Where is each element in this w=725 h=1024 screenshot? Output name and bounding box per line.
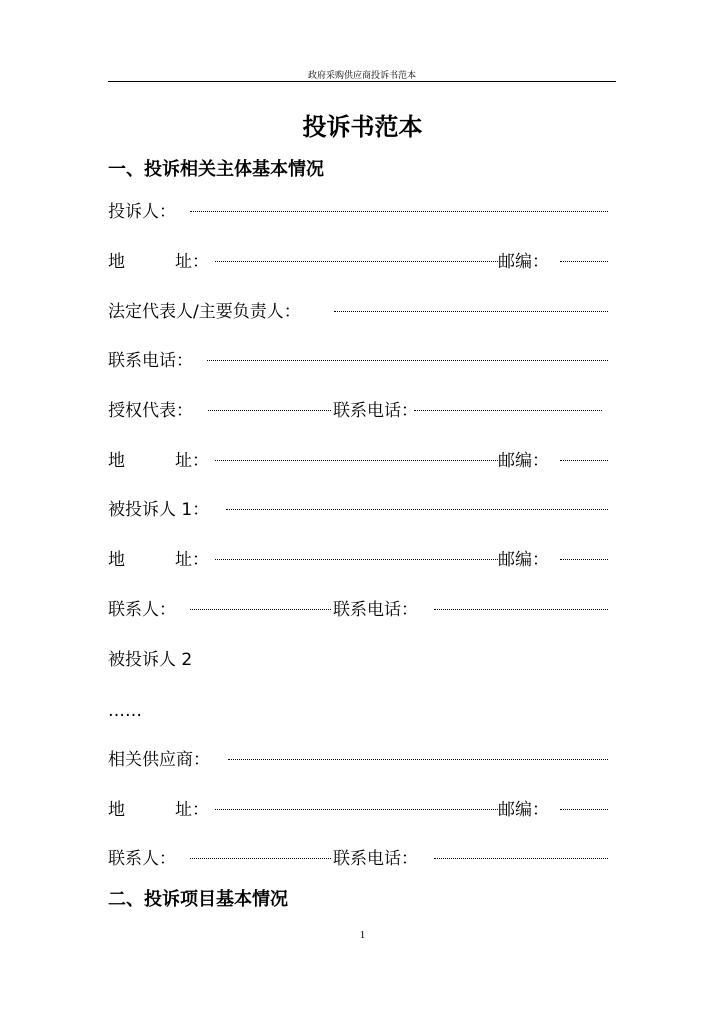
respondent1-label: 被投诉人 1：: [108, 500, 210, 520]
complainant-address-row: [108, 249, 608, 275]
address-label-part2: 址：: [175, 252, 209, 272]
complainant-postcode-field[interactable]: [560, 249, 608, 262]
complainant-address-field[interactable]: [215, 249, 498, 262]
complainant-phone-field[interactable]: [207, 348, 608, 361]
respondent1-contact-row: [108, 597, 608, 623]
page-number: 1: [359, 929, 366, 941]
related-supplier-address-row: [108, 797, 608, 823]
related-supplier-phone-field[interactable]: [434, 846, 608, 859]
contact-label: 联系人：: [108, 849, 176, 869]
related-supplier-postcode-field[interactable]: [560, 797, 608, 810]
phone-label: 联系电话：: [108, 351, 193, 371]
respondent2-label: 被投诉人 2: [108, 650, 193, 670]
address-label-part1: 地: [108, 800, 125, 820]
related-supplier-field[interactable]: [228, 747, 608, 760]
related-supplier-label: 相关供应商：: [108, 750, 210, 770]
postcode-label: 邮编：: [498, 252, 549, 272]
address-label-part1: 地: [108, 451, 125, 471]
authorized-address-field[interactable]: [215, 448, 498, 461]
postcode-label: 邮编：: [498, 800, 549, 820]
address-label-part2: 址：: [175, 451, 209, 471]
respondent1-row: [108, 497, 608, 523]
legal-rep-field[interactable]: [334, 299, 608, 312]
respondent2-row: [108, 647, 608, 673]
postcode-label: 邮编：: [498, 451, 549, 471]
complainant-phone-row: [108, 348, 608, 374]
address-label-part2: 址：: [175, 550, 209, 570]
complainant-field[interactable]: [190, 199, 608, 212]
authorized-postcode-field[interactable]: [560, 448, 608, 461]
postcode-label: 邮编：: [498, 550, 549, 570]
respondent1-address-field[interactable]: [215, 547, 498, 560]
legal-rep-label: 法定代表人/主要负责人：: [108, 302, 301, 322]
related-supplier-address-field[interactable]: [215, 797, 498, 810]
related-supplier-row: [108, 747, 608, 773]
address-label-part2: 址：: [175, 800, 209, 820]
running-header: 政府采购供应商投诉书范本: [307, 71, 416, 81]
phone-label: 联系电话：: [333, 600, 418, 620]
phone-label: 联系电话：: [333, 849, 418, 869]
authorized-rep-row: [108, 398, 608, 424]
address-label-part1: 地: [108, 550, 125, 570]
section-heading-2: 二、投诉项目基本情况: [108, 889, 288, 910]
contact-label: 联系人：: [108, 600, 176, 620]
header-rule: [108, 81, 616, 82]
respondent1-phone-field[interactable]: [434, 597, 608, 610]
authorized-rep-field[interactable]: [208, 398, 331, 411]
authorized-phone-field[interactable]: [414, 398, 602, 411]
related-supplier-contact-row: [108, 846, 608, 872]
ellipsis-row: [108, 698, 608, 724]
related-supplier-contact-field[interactable]: [190, 846, 331, 859]
legal-rep-row: [108, 299, 608, 325]
ellipsis: ……: [108, 701, 142, 721]
section-heading-1: 一、投诉相关主体基本情况: [108, 159, 324, 180]
authorized-address-row: [108, 448, 608, 474]
complainant-label: 投诉人：: [108, 202, 176, 222]
respondent1-postcode-field[interactable]: [560, 547, 608, 560]
document-title: 投诉书范本: [302, 112, 423, 141]
complainant-row: [108, 199, 608, 225]
respondent1-contact-field[interactable]: [190, 597, 331, 610]
address-label-part1: 地: [108, 252, 125, 272]
respondent1-field[interactable]: [226, 497, 608, 510]
respondent1-address-row: [108, 547, 608, 573]
authorized-rep-label: 授权代表：: [108, 401, 193, 421]
authorized-phone-label: 联系电话：: [333, 401, 418, 421]
